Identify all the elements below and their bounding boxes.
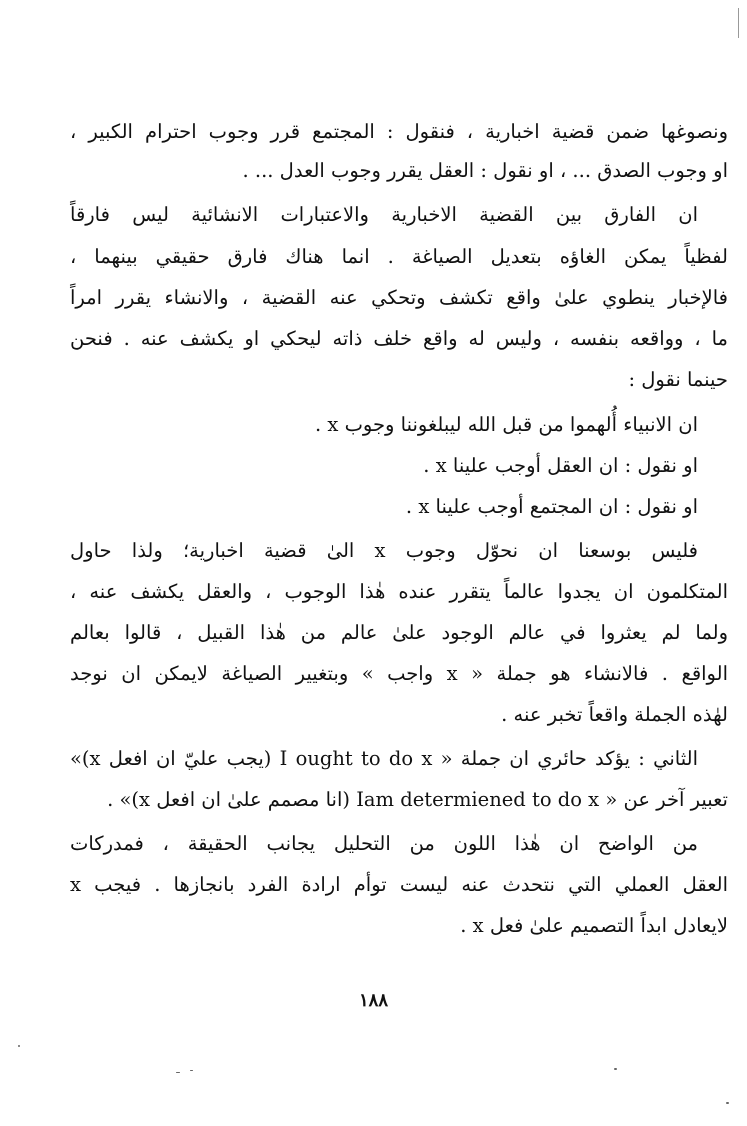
text-line: العقل العملي التي نتحدث عنه ليست توأم ارادة الفرد بانجازها . فيجب x	[70, 873, 728, 896]
text-line: تعبير آخر عن « Iam determiened to do x (انا مصمم علىٰ ان افعل x)» .	[107, 788, 728, 811]
text-line: لهٰذه الجملة واقعاً تخبر عنه .	[501, 703, 728, 726]
page-number: ١٨٨	[358, 990, 388, 1011]
text-line: ان الانبياء أُلهموا من قبل الله ليبلغوننا وجوب x .	[314, 413, 698, 436]
scan-speck	[726, 1102, 729, 1104]
scan-edge-mark	[738, 8, 739, 38]
scan-speck	[176, 1072, 180, 1073]
text-line: لايعادل ابداً التصميم علىٰ فعل x .	[460, 914, 728, 937]
text-line: او نقول : ان العقل أوجب علينا x .	[423, 454, 698, 477]
text-line: الثاني : يؤكد حائري ان جملة « I ought to do x (يجب عليّ ان افعل x)»	[70, 747, 698, 770]
text-line: من الواضح ان هٰذا اللون من التحليل يجانب الحقيقة ، فمدركات	[70, 832, 698, 855]
text-line: الواقع . فالانشاء هو جملة « x واجب » وبتغيير الصياغة لايمكن ان نوجد	[70, 662, 728, 685]
text-line: فليس بوسعنا ان نحوّل وجوب x الىٰ قضية اخبارية؛ ولذا حاول	[70, 539, 699, 562]
text-line: ونصوغها ضمن قضية اخبارية ، فنقول : المجتمع قرر وجوب احترام الكبير ،	[70, 120, 728, 143]
text-line: لفظياً يمكن الغاؤه بتعديل الصياغة . انما هناك فارق حقيقي بينهما ،	[70, 245, 728, 268]
text-line: فالإخبار ينطوي علىٰ واقع تكشف وتحكي عنه القضية ، والانشاء يقرر امراً	[70, 286, 728, 309]
text-line: او نقول : ان المجتمع أوجب علينا x .	[405, 495, 698, 518]
text-line: المتكلمون ان يجدوا عالماً يتقرر عنده هٰذا الوجوب ، والعقل يكشف عنه ،	[70, 580, 728, 603]
text-line: او وجوب الصدق ... ، او نقول : العقل يقرر وجوب العدل ... .	[242, 159, 728, 182]
scan-speck	[18, 1045, 20, 1047]
text-line: ان الفارق بين القضية الاخبارية والاعتبارات الانشائية ليس فارقاً	[70, 203, 698, 226]
scan-speck	[190, 1070, 193, 1071]
scan-speck	[614, 1068, 617, 1070]
text-line: حينما نقول :	[628, 368, 728, 391]
text-line: ولما لم يعثروا في عالم الوجود علىٰ عالم من هٰذا القبيل ، قالوا بعالم	[70, 621, 728, 644]
text-line: ما ، وواقعه بنفسه ، وليس له واقع خلف ذاته ليحكي او يكشف عنه . فنحن	[70, 327, 728, 350]
